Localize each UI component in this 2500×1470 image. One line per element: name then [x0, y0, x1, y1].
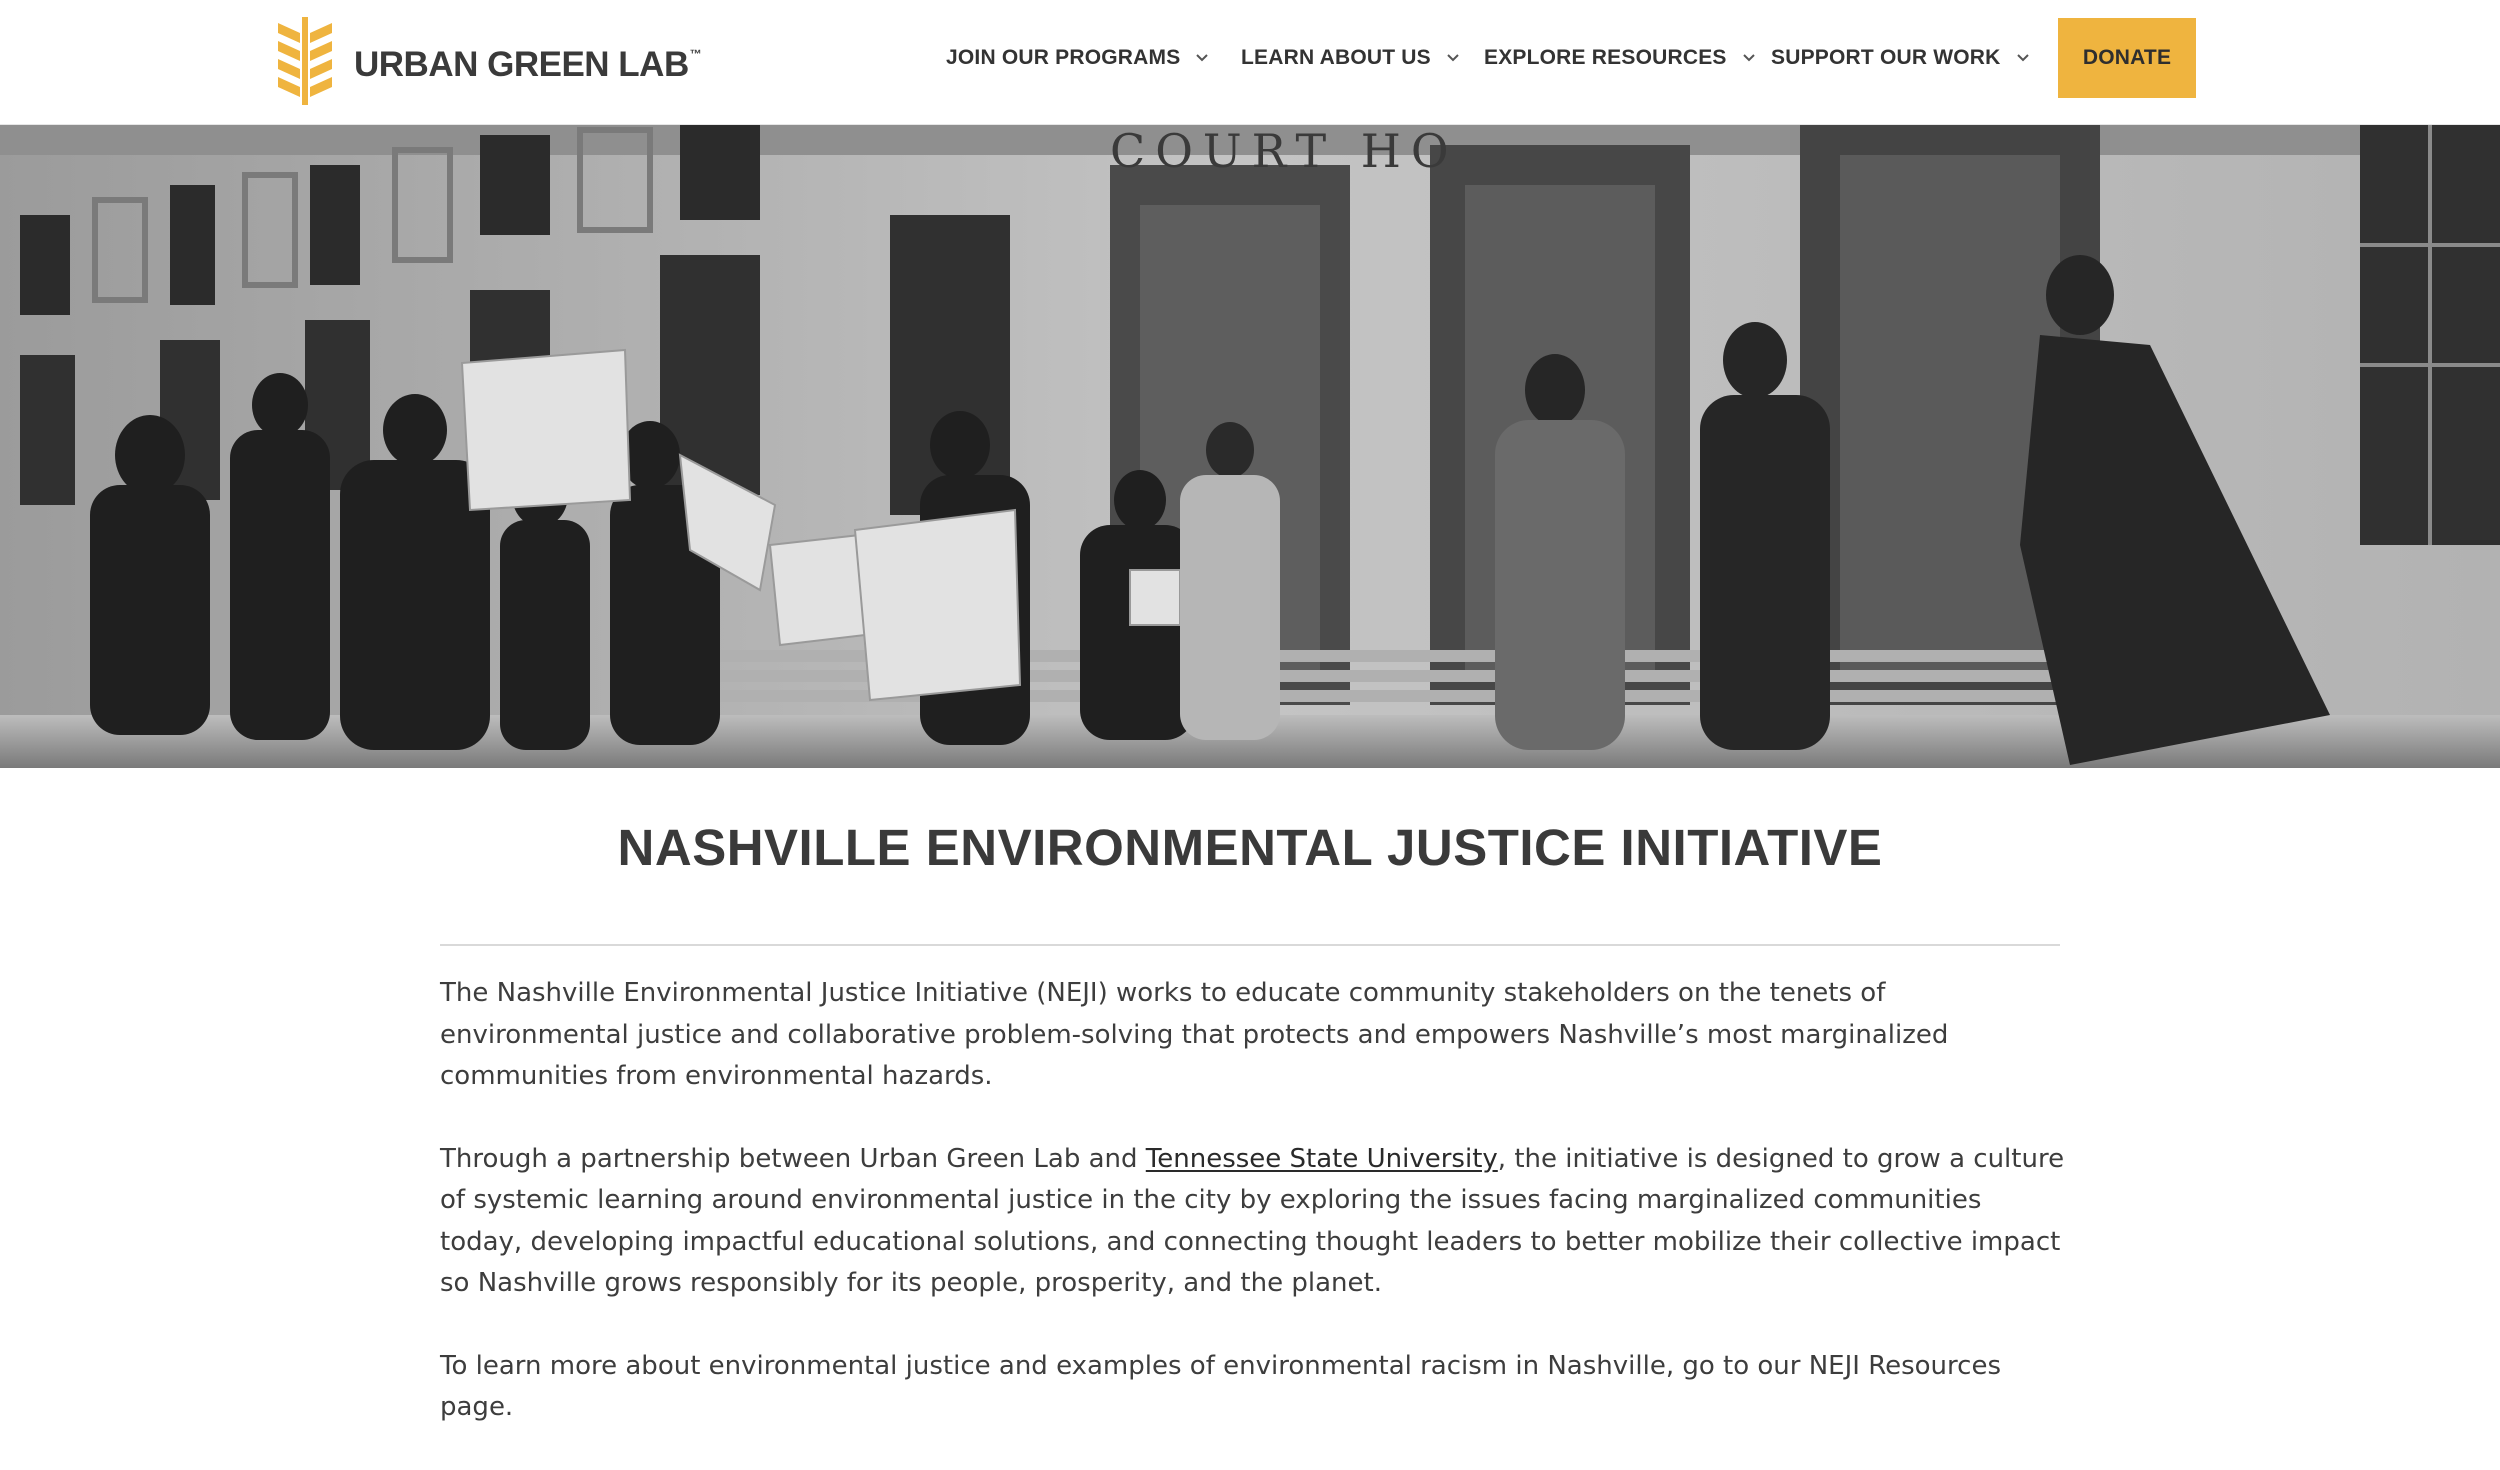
hero-inscription: COURT HO — [1110, 125, 1459, 178]
chevron-down-icon — [1194, 50, 1210, 66]
nav-item-explore-resources[interactable] — [1484, 18, 1757, 98]
resources-paragraph: To learn more about environmental justice and examples of environmental racism in Nashville, go to our NEJI Resources page. — [440, 1350, 2001, 1422]
brand-name-text: URBAN GREEN LAB — [354, 45, 689, 84]
chevron-down-icon — [1445, 50, 1461, 66]
partnership-text-after: , the initiative is designed to grow a culture of systemic learning around environmental justice in the city by exploring the issues facing marginalized communities today, developing impactful educational solutions, and connecting thought leaders to better mobilize their collective impact so Nashville grows responsibly for its people, prosperity, and the planet. — [440, 1143, 2065, 1298]
site-header — [0, 0, 2500, 125]
chevron-down-icon — [2015, 50, 2031, 66]
nav-item-support-our-work[interactable] — [1771, 18, 2031, 98]
brand-trademark: ™ — [689, 47, 702, 61]
courthouse-protest-photo — [0, 125, 2500, 768]
hero-image — [0, 125, 2500, 768]
nav-item-label: JOIN OUR PROGRAMS — [946, 46, 1181, 69]
page-title: NASHVILLE ENVIRONMENTAL JUSTICE INITIATIVE — [617, 819, 1883, 876]
nav-item-label: LEARN ABOUT US — [1241, 46, 1431, 69]
nav-item-label: SUPPORT OUR WORK — [1771, 46, 2001, 69]
tennessee-state-university-link[interactable]: Tennessee State University — [1145, 1143, 1498, 1174]
intro-paragraph: The Nashville Environmental Justice Initiative (NEJI) works to educate community stakeholders on the tenets of environmental justice and collaborative problem-solving that protects and empowers Nashville’s most marginalized communities from environmental hazards. — [440, 978, 1949, 1091]
partnership-paragraph — [440, 1139, 2065, 1305]
nav-item-join-our-programs[interactable] — [946, 18, 1210, 98]
nav-item-label: EXPLORE RESOURCES — [1484, 46, 1727, 69]
chevron-down-icon — [1741, 50, 1757, 66]
title-divider — [440, 944, 2060, 946]
donate-button[interactable]: DONATE — [2058, 18, 2196, 98]
nav-item-learn-about-us[interactable] — [1241, 18, 1461, 98]
partnership-text-before: Through a partnership between Urban Green Lab and — [440, 1143, 1146, 1174]
main-content — [440, 973, 2065, 1470]
